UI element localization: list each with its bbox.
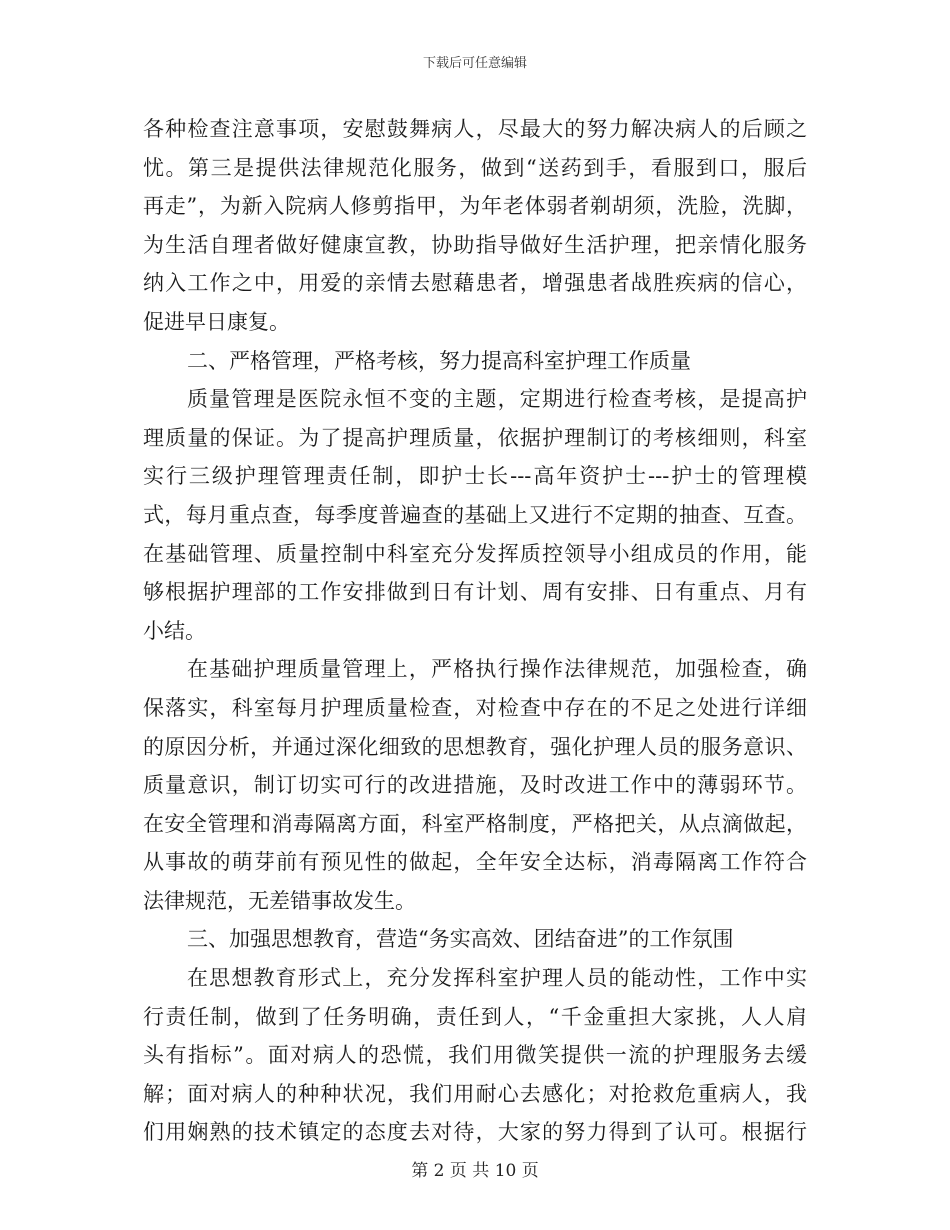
page-header: 下载后可任意编辑 [422,56,527,71]
text-line: 在安全管理和消毒隔离方面，科室严格制度，严格把关，从点滴做起， [143,811,807,836]
body-text [143,110,807,1152]
text-line: 的原因分析，并通过深化细致的思想教育，强化护理人员的服务意识、 [143,734,807,759]
text-line: 二、严格管理，严格考核，努力提高科室护理工作质量 [187,348,691,373]
text-line: 从事故的萌芽前有预见性的做起，全年安全达标，消毒隔离工作符合 [143,850,807,875]
text-line: 法律规范，无差错事故发生。 [143,888,416,913]
page-footer: 第 2 页 共 10 页 [411,1161,539,1181]
text-line: 再走”，为新入院病人修剪指甲，为年老体弱者剃胡须，洗脸，洗脚， [143,194,807,219]
text-line: 解；面对病人的种种状况，我们用耐心去感化；对抢救危重病人，我 [143,1081,807,1106]
text-line: 小结。 [143,618,206,643]
text-line: 促进早日康复。 [143,309,290,334]
text-line: 忧。第三是提供法律规范化服务，做到“送药到手，看服到口，服后 [143,155,807,180]
text-line: 质量管理是医院永恒不变的主题，定期进行检查考核，是提高护 [187,387,807,412]
text-line: 保落实，科室每月护理质量检查，对检查中存在的不足之处进行详细 [143,695,807,720]
text-line: 行责任制，做到了任务明确，责任到人，“千金重担大家挑，人人肩 [143,1004,807,1029]
text-line: 为生活自理者做好健康宣教，协助指导做好生活护理，把亲情化服务 [143,232,807,257]
text-line: 三、加强思想教育，营造“务实高效、团结奋进”的工作氛围 [187,927,734,952]
text-line: 在基础管理、质量控制中科室充分发挥质控领导小组成员的作用，能 [143,541,807,566]
text-line: 够根据护理部的工作安排做到日有计划、周有安排、日有重点、月有 [143,580,807,605]
text-line: 们用娴熟的技术镇定的态度去对待，大家的努力得到了认可。根据行 [143,1120,807,1145]
text-line: 在基础护理质量管理上，严格执行操作法律规范，加强检查，确 [187,657,807,682]
text-line: 式，每月重点查，每季度普遍查的基础上又进行不定期的抽查、互查。 [143,502,807,527]
text-line: 纳入工作之中，用爱的亲情去慰藉患者，增强患者战胜疾病的信心， [143,271,807,296]
text-line: 理质量的保证。为了提高护理质量，依据护理制订的考核细则，科室 [143,425,807,450]
text-line: 各种检查注意事项，安慰鼓舞病人，尽最大的努力解决病人的后顾之 [143,117,807,141]
text-line: 质量意识，制订切实可行的改进措施，及时改进工作中的薄弱环节。 [143,773,807,798]
text-line: 头有指标”。面对病人的恐慌，我们用微笑提供一流的护理服务去缓 [143,1043,807,1068]
text-line: 实行三级护理管理责任制，即护士长---高年资护士---护士的管理模 [143,464,807,489]
text-line: 在思想教育形式上，充分发挥科室护理人员的能动性，工作中实 [187,966,807,991]
